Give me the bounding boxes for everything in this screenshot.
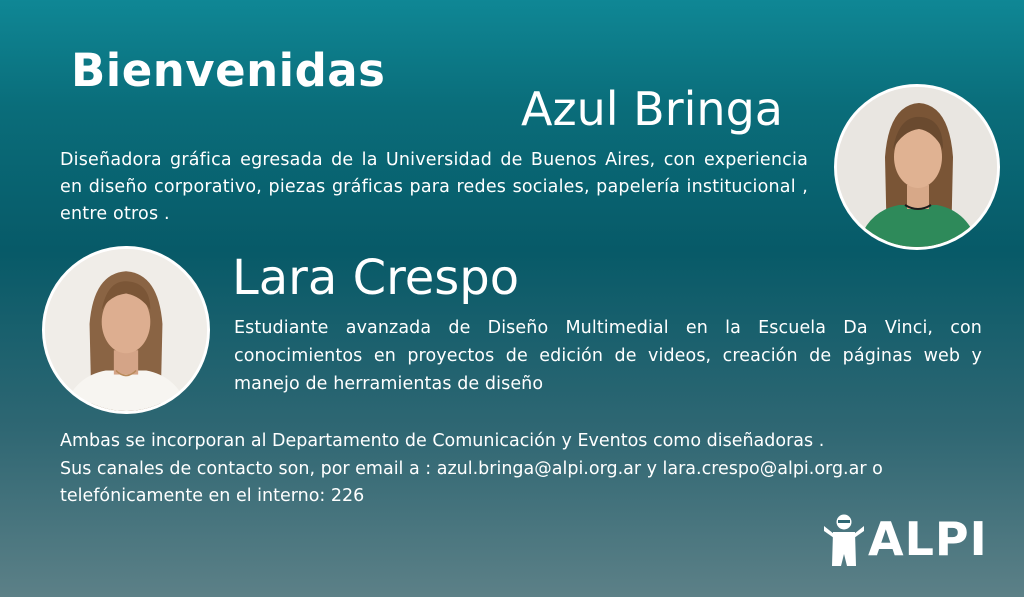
alpi-logo-text: ALPI xyxy=(868,512,988,566)
portrait-photo-lara xyxy=(42,246,210,414)
person-bio-azul: Diseñadora gráfica egresada de la Universidad de Buenos Aires, con experiencia en diseño corporativo, piezas gráficas para redes sociales, papelería institucional , entre otros . xyxy=(60,150,808,224)
person-name-azul: Azul Bringa xyxy=(521,82,783,136)
person-bio-lara: Estudiante avanzada de Diseño Multimedial en la Escuela Da Vinci, con conocimientos en proyectos de edición de videos, creación de páginas web y manejo de herramientas de diseño xyxy=(234,318,982,394)
person-name-lara: Lara Crespo xyxy=(232,250,520,306)
alpi-figure-icon xyxy=(822,512,866,566)
portrait-photo-azul xyxy=(834,84,1000,250)
headline: Bienvenidas xyxy=(71,44,386,97)
contact-line-phone: telefónicamente en el interno: 226 xyxy=(60,486,365,506)
contact-line-department: Ambas se incorporan al Departamento de Comunicación y Eventos como diseñadoras . xyxy=(60,431,825,451)
contact-line-email: Sus canales de contacto son, por email a : azul.bringa@alpi.org.ar y lara.crespo@alpi.org.ar o xyxy=(60,458,883,479)
contact-info xyxy=(60,428,1000,511)
alpi-logo xyxy=(822,512,988,566)
